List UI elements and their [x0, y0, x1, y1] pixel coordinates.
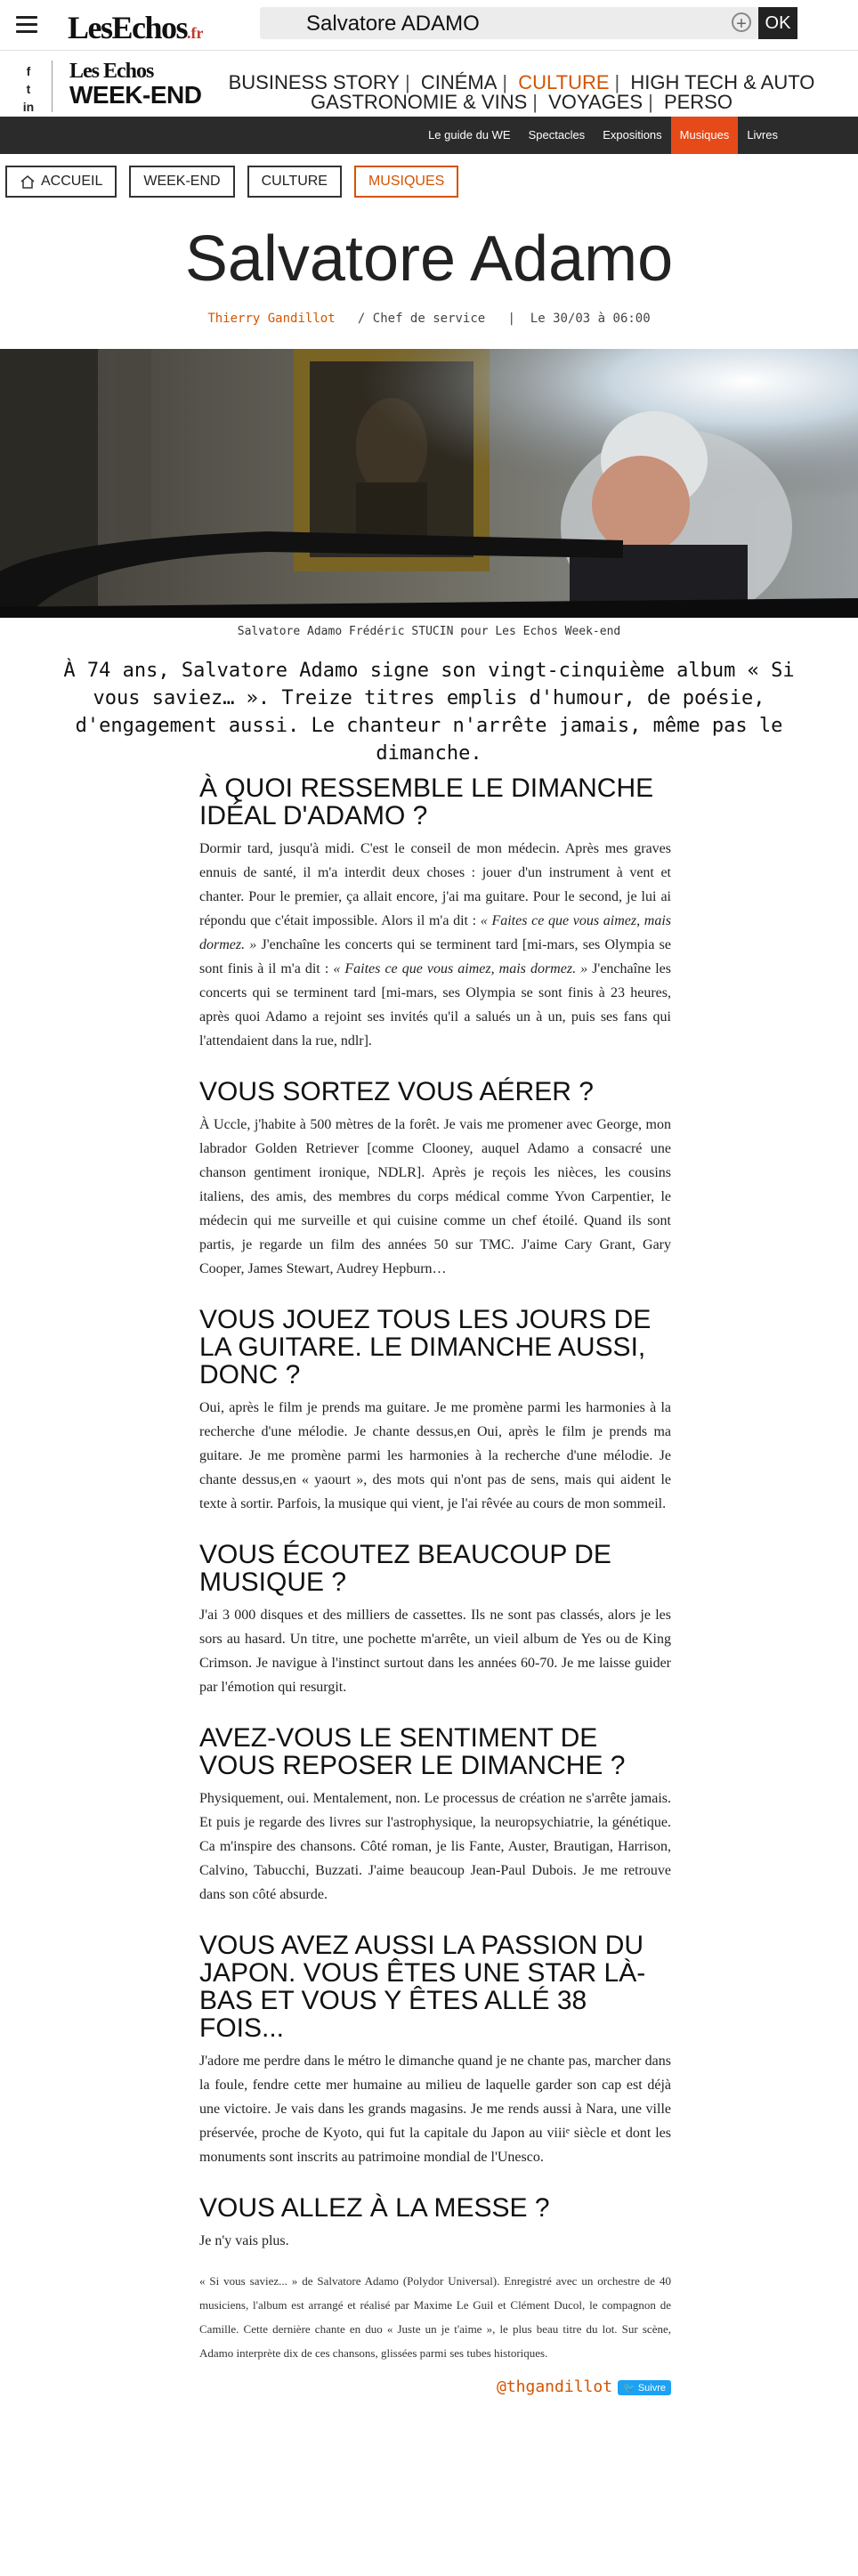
section-heading: AVEZ-VOUS LE SENTIMENT DE VOUS REPOSER LE DIMANCHE ? [199, 1723, 626, 1780]
section-heading: VOUS JOUEZ TOUS LES JOURS DE LA GUITARE. LE DIMANCHE AUSSI, DONC ? [199, 1305, 652, 1389]
search-box [260, 7, 758, 39]
breadcrumb-accueil[interactable] [5, 166, 117, 198]
weekend-logo-line1: Les Echos [69, 60, 154, 83]
subnav-spectacles[interactable]: Spectacles [528, 128, 586, 142]
weekend-header [0, 53, 858, 116]
section-paragraph: À Uccle, j'habite à 500 mètres de la forêt. Je vais me promener avec George, mon labrador Golden Retriever [comme Clooney, auquel Adamo a consacré une chanson gentiment ironique, NDLR]. Après je reçois les nièces, les cousins italiens, des amis, des membres du corps médical comme Yvon Carpentier, le médecin qui me surveille et qui cuisine comme un chef étoilé. Quand ils sont partis, je regarde un film des années 50 sur TMC. J'aime Cary Grant, Gary Cooper, James Stewart, Audrey Hepburn… [199, 1117, 671, 1276]
section-heading: VOUS AVEZ AUSSI LA PASSION DU JAPON. VOUS ÊTES UNE STAR LÀ-BAS ET VOUS Y ÊTES ALLÉ 38 FOIS... [199, 1931, 646, 2043]
follow-label: Suivre [637, 2382, 666, 2394]
author-link[interactable]: Thierry Gandillot [207, 312, 336, 326]
header-divider [52, 61, 53, 112]
section-paragraph: J'ai 3 000 disques et des milliers de cassettes. Ils ne sont pas classés, alors je les sors au hasard. Un titre, une pochette m'arrête, un vieil album de Yes ou de King Crimson. Je navigue à l'instinct surtout dans les années 60-70. Je me laisse guider par l'émotion qui resurgit. [199, 1608, 671, 1695]
nav-business-story[interactable]: BUSINESS STORY [228, 71, 400, 93]
breadcrumb-musiques[interactable]: MUSIQUES [354, 166, 458, 198]
twitter-follow [199, 2378, 671, 2396]
article-body [199, 774, 671, 2396]
twitter-bird-icon: 🐦 [623, 2382, 635, 2394]
section-heading: VOUS ALLEZ À LA MESSE ? [199, 2193, 550, 2223]
section-heading: VOUS SORTEZ VOUS AÉRER ? [199, 1077, 594, 1106]
top-bar [0, 0, 858, 51]
nav-high-tech-auto[interactable]: HIGH TECH & AUTO [630, 71, 815, 93]
paragraph-text: J'enchaîne les concerts qui se terminent tard [mi-mars, ses Olympia se sont finis à il m'a dit : [199, 937, 671, 976]
breadcrumb-culture[interactable]: CULTURE [247, 166, 342, 198]
section-paragraph: J'adore me perdre dans le métro le dimanche quand je ne chante pas, marcher dans la foule, fendre cette mer humaine au milieu de laquelle garder son cap est déjà une victoire. Je vais dans les grands magasins. Je me rends aussi à Nara, une ville préservée, proche de Kyoto, qui fut la capitale du Japon au viiiᵉ siècle et dont les monuments sont inscrits au patrimoine mondial de l'Unesco. [199, 2054, 671, 2165]
subnav-guide-du-we[interactable]: Le guide du WE [428, 128, 511, 142]
les-echos-logo[interactable] [68, 9, 204, 46]
byline: Thierry Gandillot / Chef de service | Le 30/03 à 06:00 [207, 312, 651, 326]
section-paragraph: Oui, après le film je prends ma guitare. Je me promène parmi les harmonies à la recherche d'une mélodie. Je chante dessus,en Oui, après le film je prends ma guitare. Je me promène parmi les harmonies à la recherche d'une mélodie. Je chante dessus,en « yaourt », des mots qui n'ont pas de sens, mais qui aident le texte à sortir. Parfois, la musique qui vient, je l'ai rêvée au cours de mon sommeil. [199, 1400, 671, 1511]
nav-voyages[interactable]: VOYAGES [548, 91, 644, 113]
hero-photo [0, 349, 858, 618]
weekend-logo[interactable] [69, 61, 201, 109]
nav-culture[interactable]: CULTURE [518, 71, 610, 93]
sub-nav [0, 117, 858, 154]
breadcrumb-accueil-label: ACCUEIL [41, 174, 103, 189]
paragraph-text: J'enchaîne les concerts qui se terminent tard [mi-mars, ses Olympia se sont finis à 23 heures, après quoi Adamo a rejoint ses invités qu'il a salués un à un, puis ses fans qui l'attendaient dans la rue, ndlr]. [199, 961, 672, 1049]
plus-icon[interactable]: + [732, 12, 751, 32]
album-note: « Si vous saviez... » de Salvatore Adamo (Polydor Universal). Enregistré avec un orchestre de 40 musiciens, l'album est arrangé et réalisé par Maxime Le Guil et Clément Ducol, le compagnon de Camille. Cette dernière chante en duo « Juste un je t'aime », le plus beau titre du lot. Sur scène, Adamo interprète dix de ces chansons, glissées parmi ses tubes historiques. [199, 2274, 671, 2360]
paragraph-text: Dormir tard, jusqu'à midi. C'est le conseil de mon médecin. Après mes graves ennuis de santé, il m'a interdit deux choses : jouer d'un instrument à vent et chanter. Pour le premier, ça allait encore, j'ai ma guitare. Pour le second, je lui ai répondu que c'était impossible. Alors il m'a dit : [199, 841, 671, 928]
section-heading: À QUOI RESSEMBLE LE DIMANCHE IDÉAL D'ADAMO ? [199, 774, 654, 830]
section-paragraph [199, 837, 671, 1053]
subnav-musiques[interactable]: Musiques [671, 117, 739, 154]
twitter-follow-button[interactable] [618, 2380, 671, 2395]
breadcrumb [5, 166, 471, 198]
author-role: / Chef de service [357, 312, 486, 326]
home-icon [20, 174, 36, 189]
linkedin-icon[interactable]: in [22, 100, 35, 114]
publish-date: Le 30/03 à 06:00 [530, 312, 651, 326]
article-lead: À 74 ans, Salvatore Adamo signe son vingt-cinquième album « Si vous saviez… ». Treize titres emplis d'humour, de poésie, d'engagement aussi. Le chanteur n'arrête jamais, même pas le dimanche. [63, 660, 795, 765]
search-input[interactable] [304, 10, 700, 38]
quote-text: « Faites ce que vous aimez, mais dormez. » [333, 961, 588, 976]
twitter-handle[interactable]: @thgandillot [497, 2378, 613, 2396]
weekend-logo-line2: WEEK-END [69, 81, 202, 109]
logo-text: LesEchos [68, 10, 188, 45]
breadcrumb-week-end[interactable]: WEEK-END [129, 166, 234, 198]
nav-perso[interactable]: PERSO [663, 91, 733, 113]
section-paragraph: Je n'y vais plus. [199, 2233, 289, 2248]
subnav-expositions[interactable]: Expositions [603, 128, 662, 142]
section-paragraph: Physiquement, oui. Mentalement, non. Le processus de création ne s'arrête jamais. Et puis je regarde des livres sur l'astrophysique, la neuropsychiatrie, la génétique. Ca m'inspire des chansons. Côté roman, je lis Fante, Auster, Brautigan, Harrison, Calvino, Tabucchi, Buzzati. J'aime beaucoup Jean-Paul Dubois. Je me retrouve dans son côté absurde. [199, 1791, 671, 1902]
page-title: Salvatore Adamo [184, 223, 674, 295]
hamburger-menu-icon[interactable] [16, 16, 37, 34]
photo-caption: Salvatore Adamo Frédéric STUCIN pour Les Echos Week-end [237, 625, 621, 638]
facebook-icon[interactable]: f [26, 64, 31, 78]
twitter-icon[interactable]: t [26, 82, 31, 96]
quote-text: « Faites ce que vous aimez, mais dormez. » [199, 913, 671, 952]
main-nav: BUSINESS STORY | CINÉMA | CULTURE | HIGH TECH & AUTO GASTRONOMIE & VINS | VOYAGES | PERSO [219, 73, 824, 112]
logo-suffix: .fr [187, 24, 204, 42]
nav-gastronomie-vins[interactable]: GASTRONOMIE & VINS [311, 91, 528, 113]
search-ok-button[interactable]: OK [758, 7, 797, 39]
hero-photo-drawing [0, 349, 858, 618]
social-links [20, 64, 37, 117]
subnav-livres[interactable]: Livres [747, 128, 778, 142]
nav-cinema[interactable]: CINÉMA [420, 71, 498, 93]
section-heading: VOUS ÉCOUTEZ BEAUCOUP DE MUSIQUE ? [199, 1540, 611, 1597]
